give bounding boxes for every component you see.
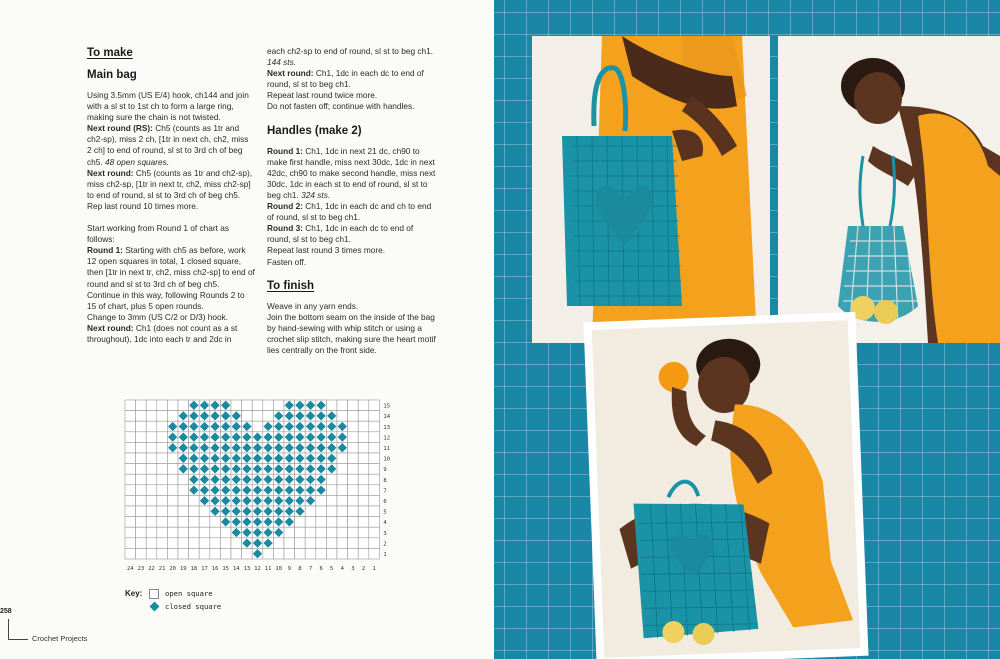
- chart-cell: [146, 517, 157, 528]
- chart-cell: [348, 432, 359, 443]
- chart-cell: [125, 453, 136, 464]
- chart-row-label: 8: [383, 477, 387, 484]
- chart-cell: [157, 474, 168, 485]
- chart-cell: [146, 527, 157, 538]
- chart-cell: [295, 538, 306, 549]
- chart-cell: [337, 474, 348, 485]
- chart-cell: [157, 485, 168, 496]
- chart-row-label: 12: [383, 435, 391, 442]
- chart-row-label: 4: [383, 520, 387, 527]
- chart-cell: [358, 442, 369, 453]
- chart-row-label: 6: [383, 499, 387, 506]
- chart-cell: [369, 495, 380, 506]
- chart-col-label: 4: [340, 566, 344, 572]
- chart-cell: [348, 527, 359, 538]
- chart-cell: [157, 411, 168, 422]
- chart-cell: [157, 506, 168, 517]
- chart-cell: [231, 538, 242, 549]
- chart-col-label: 1: [372, 566, 376, 572]
- chart-cell: [358, 411, 369, 422]
- chart-cell: [146, 495, 157, 506]
- chart-cell: [136, 432, 147, 443]
- chart-cell: [146, 464, 157, 475]
- footer-rule-horizontal: [8, 639, 28, 640]
- instruction-next-round-2: Next round: Ch5 (counts as 1tr and ch2-sp), miss ch2-sp, [1tr in next tr, ch2, miss ch2-sp] to end of round, sl st to 3rd ch of beg ch5.: [87, 167, 253, 200]
- chart-cell: [136, 538, 147, 549]
- chart-row-label: 3: [383, 530, 387, 537]
- chart-cell: [199, 506, 210, 517]
- chart-cell: [125, 485, 136, 496]
- instruction-continue: Continue in this way, following Rounds 2 to 15 of chart, plus 5 open rounds.: [87, 289, 245, 311]
- chart-cell: [199, 527, 210, 538]
- chart-cell: [146, 421, 157, 432]
- chart-cell: [337, 517, 348, 528]
- chart-cell: [358, 506, 369, 517]
- chart-cell: [348, 411, 359, 422]
- handles-round-1: Round 1: Ch1, 1dc in next 21 dc, ch90 to make first handle, miss next 30dc, 1dc in next 42dc, ch90 to make second handle, miss next 30dc, 1dc in each st to end of round, sl st to beg ch1. 324 sts.: [267, 145, 436, 200]
- chart-cell: [337, 453, 348, 464]
- chart-row-label: 13: [383, 424, 391, 431]
- chart-cell: [189, 548, 200, 559]
- chart-cell: [348, 506, 359, 517]
- photo-woman-sitting-image: [592, 320, 860, 658]
- chart-cell: [178, 495, 189, 506]
- chart-cell: [146, 411, 157, 422]
- chart-cell: [167, 400, 178, 411]
- instruction-do-not-fasten: Do not fasten off; continue with handles.: [267, 101, 415, 112]
- chart-cell: [358, 485, 369, 496]
- chart-cell: [337, 527, 348, 538]
- handles-round-2: Round 2: Ch1, 1dc in each dc and ch to end of round, sl st to beg ch1.: [267, 201, 432, 223]
- closed-square-icon: [149, 602, 159, 612]
- heart-chart-grid: [125, 400, 405, 585]
- chart-cell: [326, 548, 337, 559]
- chart-cell: [136, 517, 147, 528]
- chart-cell: [369, 400, 380, 411]
- chart-col-label: 19: [179, 566, 187, 572]
- instruction-round-1: Round 1: Starting with ch5 as before, work 12 open squares in total, 1 closed square, then [1tr in next tr, ch2, miss ch2-sp] to end of round and sl st to 3rd ch of beg ch5.: [87, 245, 255, 289]
- chart-cell: [125, 548, 136, 559]
- chart-cell: [231, 548, 242, 559]
- chart-cell: [369, 474, 380, 485]
- chart-cell: [210, 548, 221, 559]
- chart-cell: [199, 538, 210, 549]
- photo-woman-sitting: [583, 312, 868, 659]
- chart-cell: [167, 506, 178, 517]
- chart-cell: [263, 400, 274, 411]
- chart-cell: [178, 506, 189, 517]
- chart-cell: [348, 453, 359, 464]
- chart-cell: [337, 538, 348, 549]
- chart-cell: [157, 548, 168, 559]
- chart-cell: [157, 453, 168, 464]
- chart-cell: [326, 517, 337, 528]
- finish-join: Join the bottom seam on the inside of the bag by hand-sewing with whip stitch or using a crochet slip stitch, making sure the heart motif lies centrally on the front side.: [267, 311, 436, 355]
- chart-cell: [348, 474, 359, 485]
- chart-cell: [316, 495, 327, 506]
- chart-cell: [305, 506, 316, 517]
- chart-cell: [125, 506, 136, 517]
- chart-col-label: 22: [148, 566, 155, 572]
- chart-cell: [295, 548, 306, 559]
- chart-cell: [358, 421, 369, 432]
- chart-cell: [273, 538, 284, 549]
- chart-cell: [273, 400, 284, 411]
- chart-cell: [242, 400, 253, 411]
- chart-cell: [326, 400, 337, 411]
- instruction-repeat: Rep last round 10 times more.: [87, 200, 199, 211]
- chart-cell: [326, 485, 337, 496]
- chart-col-label: 12: [254, 566, 261, 572]
- chart-cell: [146, 453, 157, 464]
- chart-cell: [136, 548, 147, 559]
- chart-cell: [210, 527, 221, 538]
- instruction-change-hook: Change to 3mm (US C/2 or D/3) hook.: [87, 311, 229, 322]
- chart-cell: [157, 432, 168, 443]
- chart-col-label: 8: [298, 566, 302, 572]
- chart-cell: [146, 548, 157, 559]
- chart-cell: [178, 527, 189, 538]
- chart-cell: [189, 506, 200, 517]
- chart-cell: [189, 517, 200, 528]
- chart-cell: [358, 474, 369, 485]
- chart-cell: [136, 421, 147, 432]
- chart-col-label: 9: [287, 566, 291, 572]
- chart-cell: [348, 495, 359, 506]
- chart-cell: [358, 527, 369, 538]
- chart-cell: [316, 538, 327, 549]
- chart-cell: [167, 464, 178, 475]
- chart-cell: [337, 548, 348, 559]
- chart-cell: [263, 411, 274, 422]
- chart-cell: [178, 538, 189, 549]
- photo-woman-bag: [778, 36, 1000, 343]
- chart-cell: [263, 548, 274, 559]
- open-square-icon: [149, 589, 159, 599]
- key-row-open: [125, 587, 221, 600]
- chart-col-label: 13: [243, 566, 251, 572]
- chart-cell: [136, 411, 147, 422]
- chart-cell: [326, 506, 337, 517]
- chart-cell: [284, 527, 295, 538]
- chart-cell: [210, 538, 221, 549]
- chart-cell: [358, 495, 369, 506]
- chart-row-label: 2: [383, 541, 387, 548]
- chart-col-label: 6: [319, 566, 323, 572]
- chart-cell: [157, 495, 168, 506]
- chart-cell: [348, 517, 359, 528]
- chart-cell: [337, 485, 348, 496]
- chart-cell: [295, 517, 306, 528]
- chart-cell: [369, 432, 380, 443]
- chart-cell: [358, 400, 369, 411]
- chart-cell: [178, 548, 189, 559]
- chart-cell: [136, 527, 147, 538]
- chart-cell: [337, 506, 348, 517]
- instruction-next-round-rs: Next round (RS): Ch5 (counts as 1tr and ch2-sp), miss 2 ch, [1tr in next ch, ch2, miss 2 ch] to end of round, sl st to 3rd ch of beg ch5. 48 open squares.: [87, 123, 249, 167]
- chart-cell: [125, 495, 136, 506]
- chart-row-label: 14: [383, 414, 391, 421]
- chart-cell: [146, 538, 157, 549]
- chart-cell: [167, 538, 178, 549]
- chart-cell: [167, 527, 178, 538]
- chart-cell: [305, 538, 316, 549]
- chart-cell: [295, 527, 306, 538]
- text-column-2: [267, 46, 437, 356]
- chart-cell: [157, 538, 168, 549]
- chart-col-label: 3: [351, 566, 355, 572]
- chart-cell: [146, 400, 157, 411]
- heart-chart: [125, 400, 405, 585]
- chart-cell: [252, 421, 263, 432]
- chart-cell: [167, 485, 178, 496]
- chart-row-label: 11: [383, 446, 391, 453]
- chart-cell: [157, 400, 168, 411]
- chart-cell: [125, 432, 136, 443]
- subtitle-main-bag: Main bag: [87, 69, 137, 81]
- chart-cell: [369, 538, 380, 549]
- chart-col-label: 16: [211, 566, 219, 572]
- chart-col-label: 14: [232, 566, 240, 572]
- chart-col-label: 7: [308, 566, 313, 572]
- chart-col-label: 2: [361, 566, 366, 572]
- chart-cell: [348, 464, 359, 475]
- chart-cell: [316, 517, 327, 528]
- intro-paragraph: Using 3.5mm (US E/4) hook, ch144 and join with a sl st to 1st ch to form a large ring, making sure the chain is not twisted.: [87, 90, 249, 123]
- chart-cell: [125, 411, 136, 422]
- chart-cell: [146, 442, 157, 453]
- chart-cell: [369, 464, 380, 475]
- chart-cell: [125, 517, 136, 528]
- chart-cell: [369, 506, 380, 517]
- chart-cell: [167, 411, 178, 422]
- chart-cell: [358, 517, 369, 528]
- chart-cell: [157, 517, 168, 528]
- chart-cell: [326, 495, 337, 506]
- chart-col-label: 11: [264, 566, 272, 572]
- text-column-1: [87, 46, 255, 345]
- chart-cell: [189, 495, 200, 506]
- chart-cell: [348, 400, 359, 411]
- chart-cell: [242, 411, 253, 422]
- chart-cell: [284, 548, 295, 559]
- chart-cell: [125, 400, 136, 411]
- chart-cell: [146, 474, 157, 485]
- chart-col-label: 18: [190, 566, 198, 572]
- chart-col-label: 20: [169, 566, 177, 572]
- chart-cell: [305, 548, 316, 559]
- section-title-to-finish: To finish: [267, 279, 315, 292]
- chart-col-label: 24: [126, 566, 134, 572]
- chart-col-label: 21: [158, 566, 166, 572]
- chart-cell: [316, 548, 327, 559]
- chart-cell: [220, 527, 231, 538]
- chart-cell: [199, 517, 210, 528]
- chart-cell: [242, 548, 253, 559]
- handles-repeat: Repeat last round 3 times more.: [267, 245, 386, 256]
- chart-cell: [189, 527, 200, 538]
- chart-cell: [136, 442, 147, 453]
- chart-cell: [125, 474, 136, 485]
- chart-cell: [305, 517, 316, 528]
- chart-cell: [337, 464, 348, 475]
- chart-cell: [146, 506, 157, 517]
- chart-cell: [358, 432, 369, 443]
- chart-cell: [369, 485, 380, 496]
- chart-cell: [157, 421, 168, 432]
- subtitle-handles: Handles (make 2): [267, 124, 362, 137]
- key-open-label: open square: [165, 589, 213, 598]
- page-number: 258: [0, 608, 12, 615]
- key-title: Key:: [125, 589, 143, 598]
- handles-fasten-off: Fasten off.: [267, 256, 307, 267]
- chart-cell: [178, 517, 189, 528]
- chart-cell: [358, 453, 369, 464]
- handles-round-3: Round 3: Ch1, 1dc in each dc to end of round, sl st to beg ch1.: [267, 223, 414, 245]
- chart-cell: [316, 506, 327, 517]
- chart-col-label: 15: [222, 566, 230, 572]
- chart-cell: [220, 548, 231, 559]
- chart-cell: [220, 538, 231, 549]
- chart-cell: [348, 485, 359, 496]
- chart-cell: [136, 495, 147, 506]
- chart-row-label: 9: [383, 467, 387, 474]
- chart-cell: [348, 421, 359, 432]
- chart-col-label: 5: [330, 566, 334, 572]
- chart-cell: [167, 495, 178, 506]
- chart-cell: [178, 485, 189, 496]
- chart-cell: [252, 400, 263, 411]
- chart-row-label: 7: [383, 488, 387, 495]
- chart-cell: [136, 400, 147, 411]
- chart-cell: [369, 453, 380, 464]
- chart-cell: [146, 432, 157, 443]
- chart-cell: [369, 411, 380, 422]
- chart-cell: [136, 485, 147, 496]
- chart-cell: [167, 517, 178, 528]
- chart-cell: [210, 517, 221, 528]
- chart-cell: [178, 400, 189, 411]
- chart-row-label: 15: [383, 403, 391, 410]
- footer-rule-vertical: [8, 619, 9, 639]
- chart-cell: [199, 548, 210, 559]
- chart-cell: [358, 464, 369, 475]
- chart-cell: [136, 506, 147, 517]
- chart-cell: [369, 548, 380, 559]
- chart-cell: [125, 442, 136, 453]
- chart-cell: [369, 517, 380, 528]
- chart-cell: [369, 442, 380, 453]
- chart-cell: [189, 538, 200, 549]
- chart-col-label: 17: [201, 566, 208, 572]
- section-title-to-make: To make: [87, 47, 133, 59]
- chart-col-label: 23: [137, 566, 145, 572]
- chart-cell: [348, 442, 359, 453]
- chart-row-label: 10: [383, 456, 391, 463]
- key-closed-label: closed square: [165, 602, 222, 611]
- chart-cell: [157, 464, 168, 475]
- chart-cell: [125, 464, 136, 475]
- chart-cell: [284, 538, 295, 549]
- chart-cell: [316, 527, 327, 538]
- chart-cell: [326, 538, 337, 549]
- chart-cell: [136, 453, 147, 464]
- key-row-closed: [125, 600, 221, 613]
- chart-cell: [348, 548, 359, 559]
- instruction-next-round-dc: Next round: Ch1, 1dc in each dc to end of round, sl st to beg ch1.: [267, 68, 424, 90]
- chart-cell: [337, 400, 348, 411]
- chart-cell: [178, 474, 189, 485]
- chart-cell: [125, 527, 136, 538]
- photo-bag-held: [532, 36, 770, 343]
- photo-bag-held-image: [532, 36, 770, 343]
- chart-cell: [337, 495, 348, 506]
- chart-cell: [273, 548, 284, 559]
- chart-cell: [358, 548, 369, 559]
- chart-cell: [167, 453, 178, 464]
- chart-cell: [348, 538, 359, 549]
- chart-cell: [252, 411, 263, 422]
- left-page: [0, 0, 494, 659]
- chart-cell: [167, 474, 178, 485]
- footer-title: Crochet Projects: [32, 634, 88, 643]
- chart-cell: [305, 527, 316, 538]
- chart-cell: [231, 400, 242, 411]
- chart-cell: [136, 464, 147, 475]
- chart-cell: [337, 411, 348, 422]
- chart-cell: [167, 548, 178, 559]
- chart-cell: [369, 421, 380, 432]
- chart-row-label: 1: [383, 552, 387, 559]
- chart-cell: [369, 527, 380, 538]
- chart-cell: [125, 421, 136, 432]
- chart-key: [125, 587, 221, 613]
- chart-col-label: 10: [275, 566, 283, 572]
- chart-cell: [358, 538, 369, 549]
- chart-cell: [136, 474, 147, 485]
- instruction-continued: each ch2-sp to end of round, sl st to beg ch1. 144 sts.: [267, 46, 434, 68]
- instruction-next-round-3: Next round: Ch1 (does not count as a st throughout), 1dc into each tr and 2dc in: [87, 322, 238, 344]
- chart-cell: [146, 485, 157, 496]
- instruction-start-chart: Start working from Round 1 of chart as follows:: [87, 223, 230, 245]
- chart-cell: [157, 442, 168, 453]
- chart-cell: [326, 474, 337, 485]
- chart-cell: [326, 527, 337, 538]
- finish-weave: Weave in any yarn ends.: [267, 300, 359, 311]
- chart-row-label: 5: [383, 509, 387, 516]
- chart-cell: [125, 538, 136, 549]
- instruction-repeat-twice: Repeat last round twice more.: [267, 90, 378, 101]
- chart-cell: [157, 527, 168, 538]
- photo-woman-bag-image: [778, 36, 1000, 343]
